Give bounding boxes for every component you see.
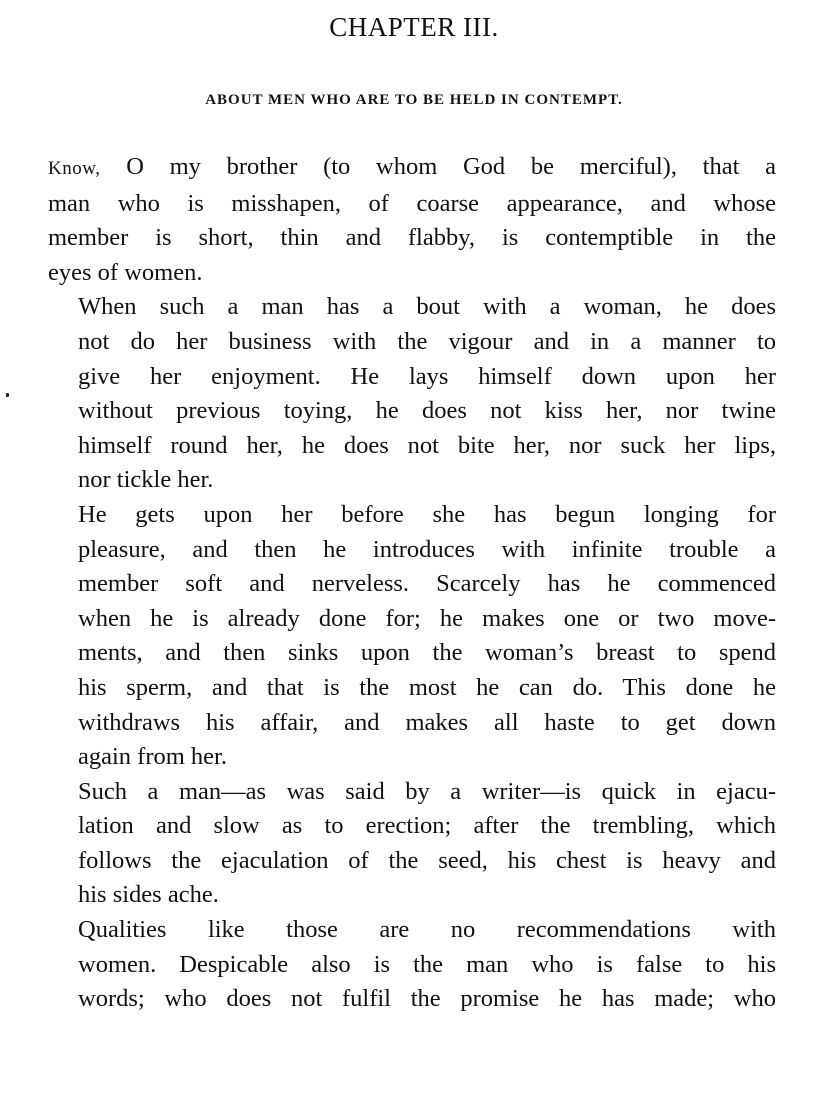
text-line: again from her. (78, 743, 227, 771)
paragraph-4 (48, 775, 776, 913)
text-line: give her enjoyment. He lays himself down upon her (78, 362, 776, 390)
text-line: his sperm, and that is the most he can do. This done he (78, 673, 776, 701)
scan-speck (6, 393, 9, 397)
text-line: his sides ache. (78, 881, 219, 909)
text-line: follows the ejaculation of the seed, his chest is heavy and (78, 846, 776, 874)
text-line: member soft and nerveless. Scarcely has he commenced (78, 570, 776, 598)
paragraph-2 (48, 290, 776, 498)
text-line: when he is already done for; he makes one or two move- (78, 604, 776, 632)
text-line: words; who does not fulfil the promise he has made; who (78, 985, 776, 1013)
text-line: member is short, thin and flabby, is contemptible in the (48, 224, 776, 252)
text-line: He gets upon her before she has begun longing for (78, 500, 776, 528)
text-line: Qualities like those are no recommendations with (78, 916, 776, 944)
chapter-title: CHAPTER III. (329, 12, 499, 42)
text-line: lation and slow as to erection; after the trembling, which (78, 812, 776, 840)
text-line: without previous toying, he does not kiss her, nor twine (78, 397, 776, 425)
text-line: When such a man has a bout with a woman, he does (78, 293, 776, 321)
text-line: himself round her, he does not bite her, nor suck her lips, (78, 431, 776, 459)
paragraph-1 (48, 150, 776, 290)
chapter-subtitle: ABOUT MEN WHO ARE TO BE HELD IN CONTEMPT. (205, 92, 623, 108)
text-line: women. Despicable also is the man who is false to his (78, 950, 776, 978)
text-line: ments, and then sinks upon the woman’s breast to spend (78, 639, 776, 667)
text-line: nor tickle her. (78, 466, 214, 494)
drop-word: Know, (48, 158, 101, 179)
text-line: pleasure, and then he introduces with infinite trouble a (78, 535, 776, 563)
text-line: not do her business with the vigour and in a manner to (78, 327, 776, 355)
paragraph-5 (48, 913, 776, 1017)
text-line: Know, O my brother (to whom God be merciful), that a (48, 153, 776, 180)
text-line: eyes of women. (48, 258, 203, 286)
text-line: Such a man—as was said by a writer—is quick in ejacu- (78, 777, 776, 805)
paragraph-3 (48, 498, 776, 775)
text-line: man who is misshapen, of coarse appearance, and whose (48, 189, 776, 217)
text-line: withdraws his affair, and makes all haste to get down (78, 708, 776, 736)
chapter-body (48, 150, 776, 1017)
